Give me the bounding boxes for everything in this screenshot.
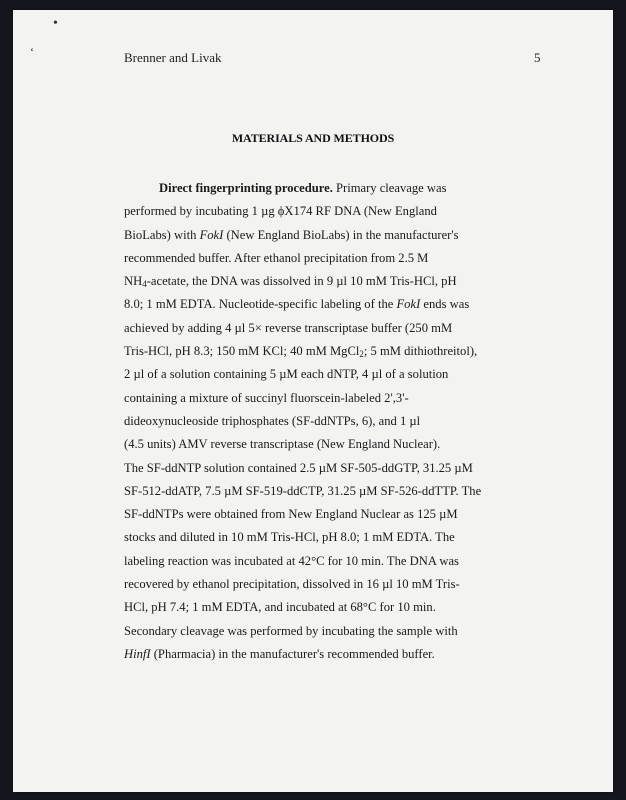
text-line: Secondary cleavage was performed by incubating the sample with — [124, 623, 458, 638]
enzyme-name: FokI — [396, 297, 421, 312]
text-line: labeling reaction was incubated at 42°C for 10 min. The DNA was — [124, 553, 459, 568]
text-line: $NH_4$-acetate, the DNA was dissolved in 9 µl 10 mM Tris-HCl, pH — [124, 274, 457, 290]
text-line: 8.0; 1 mM EDTA. Nucleotide-specific labeling of the FokI ends was — [124, 297, 470, 312]
text-line: performed by incubating 1 µg ϕX174 RF DNA (New England — [124, 204, 437, 219]
enzyme-name: HinfI — [124, 646, 151, 661]
text-line: The SF-ddNTP solution contained 2.5 µM SF-505-ddGTP, 31.25 µM — [124, 460, 473, 475]
running-header-authors: Brenner and Livak — [124, 50, 222, 65]
text-line: HinfI (Pharmacia) in the manufacturer's recommended buffer. — [124, 646, 435, 661]
page-number: 5 — [534, 50, 541, 65]
document-page — [13, 10, 613, 792]
stray-mark: ʻ — [30, 45, 34, 59]
text-line: BioLabs) with FokI (New England BioLabs) in the manufacturer's — [124, 227, 459, 242]
text-line: 2 µl of a solution containing 5 µM each dNTP, 4 µl of a solution — [124, 367, 449, 382]
text-line: SF-512-ddATP, 7.5 µM SF-519-ddCTP, 31.25 µM SF-526-ddTTP. The — [124, 483, 482, 498]
text-line: HCl, pH 7.4; 1 mM EDTA, and incubated at 68°C for 10 min. — [124, 600, 436, 615]
text-line: Direct fingerprinting procedure. Primary cleavage was — [159, 181, 447, 195]
text-line: dideoxynucleoside triphosphates (SF-ddNTPs, 6), and 1 µl — [124, 413, 421, 428]
section-title: MATERIALS AND METHODS — [231, 131, 395, 145]
text-line: containing a mixture of succinyl fluorscein-labeled 2',3'- — [124, 390, 409, 405]
text-line: Tris-HCl, pH 8.3; 150 mM KCl; 40 mM MgCl$_2$; 5 mM dithiothreitol), — [124, 344, 478, 360]
text-line: SF-ddNTPs were obtained from New England Nuclear as 125 µM — [124, 507, 458, 522]
text-line: stocks and diluted in 10 mM Tris-HCl, pH 8.0; 1 mM EDTA. The — [124, 530, 455, 545]
text-line: recommended buffer. After ethanol precipitation from 2.5 M — [124, 250, 429, 265]
text-line: recovered by ethanol precipitation, dissolved in 16 µl 10 mM Tris- — [124, 577, 460, 592]
methods-paragraph — [124, 178, 564, 667]
stray-mark: • — [53, 16, 58, 31]
paragraph-lead-in: Direct fingerprinting procedure. — [159, 181, 333, 195]
text-line: achieved by adding 4 µl 5× reverse transcriptase buffer (250 mM — [124, 320, 453, 335]
text-line: (4.5 units) AMV reverse transcriptase (New England Nuclear). — [124, 437, 441, 452]
enzyme-name: FokI — [199, 227, 224, 242]
